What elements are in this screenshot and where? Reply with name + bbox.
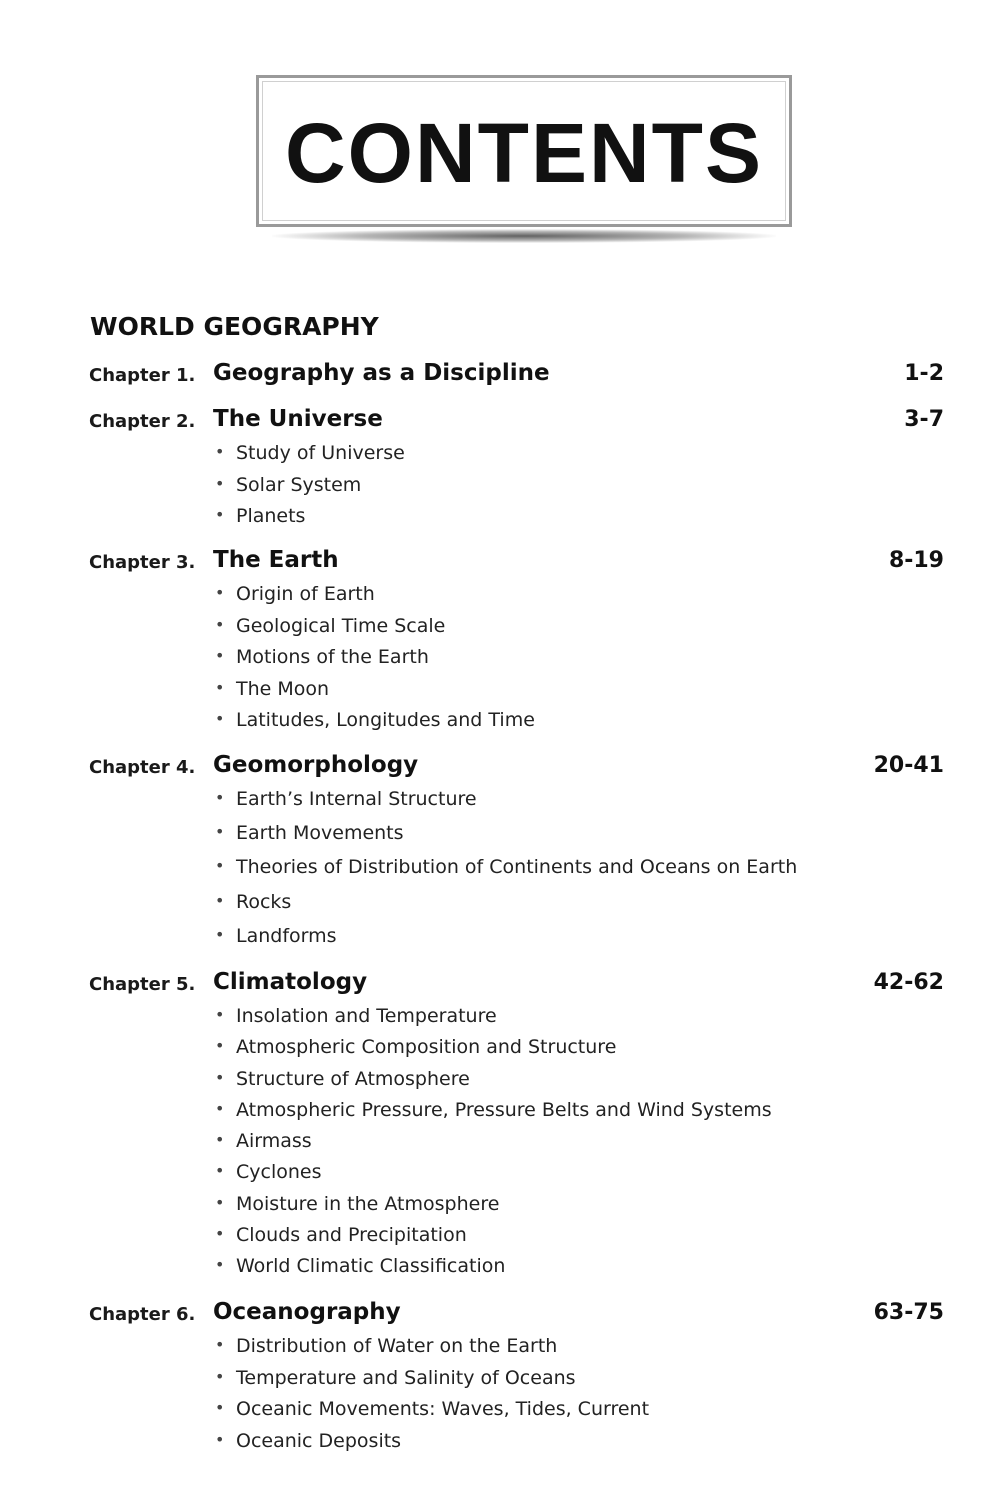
topic-text: The Moon [236, 677, 330, 700]
topic-text: Planets [236, 505, 306, 527]
bullet-icon: • [215, 924, 225, 944]
topic-list [213, 442, 405, 537]
bullet-icon: • [215, 1130, 225, 1150]
topic-text: World Climatic Classification [236, 1255, 506, 1278]
list-item [213, 1367, 649, 1399]
chapter-label: Chapter 4. [89, 757, 196, 778]
chapter-pages: 8-19 [888, 548, 944, 573]
topic-text: Airmass [236, 1130, 312, 1153]
topic-text: Atmospheric Pressure, Pressure Belts and Wind Systems [236, 1098, 772, 1121]
chapter-label: Chapter 3. [89, 552, 196, 573]
topic-list [213, 583, 535, 741]
chapter-label: Chapter 1. [89, 365, 196, 386]
list-item [213, 822, 797, 856]
list-item [213, 1161, 772, 1192]
bullet-icon: • [215, 1255, 225, 1275]
bullet-icon: • [215, 788, 225, 807]
topic-text: Moisture in the Atmosphere [236, 1192, 500, 1215]
topic-text: Study of Universe [236, 442, 405, 464]
bullet-icon: • [215, 1366, 225, 1386]
page-title: CONTENTS [285, 105, 763, 200]
list-item [213, 1005, 772, 1036]
list-item [213, 1130, 772, 1161]
section-heading: WORLD GEOGRAPHY [90, 312, 379, 341]
bullet-icon: • [215, 1335, 225, 1354]
list-item [213, 856, 797, 890]
topic-list [213, 1335, 649, 1461]
chapter-title: The Earth [213, 547, 339, 573]
bullet-icon: • [215, 1067, 225, 1087]
bullet-icon: • [215, 1036, 225, 1056]
bullet-icon: • [215, 677, 225, 697]
list-item [213, 442, 405, 474]
chapter-title: The Universe [213, 406, 383, 432]
bullet-icon: • [215, 1161, 225, 1181]
topic-text: Latitudes, Longitudes and Time [236, 709, 535, 731]
bullet-icon: • [215, 822, 225, 842]
contents-title-box [256, 75, 792, 227]
bullet-icon: • [215, 1224, 225, 1244]
topic-list [213, 788, 797, 959]
bullet-icon: • [215, 473, 225, 493]
topic-text: Temperature and Salinity of Oceans [236, 1366, 576, 1389]
topic-text: Geological Time Scale [236, 614, 446, 637]
list-item [213, 474, 405, 506]
chapter-title: Climatology [213, 969, 368, 995]
bullet-icon: • [215, 583, 225, 602]
list-item [213, 1430, 649, 1462]
list-item [213, 1398, 649, 1430]
bullet-icon: • [215, 614, 225, 634]
topic-text: Solar System [236, 473, 362, 496]
list-item [213, 891, 797, 925]
topic-text: Earth Movements [236, 822, 404, 845]
topic-text: Oceanic Movements: Waves, Tides, Current [236, 1398, 650, 1420]
topic-text: Theories of Distribution of Continents and Oceans on Earth [236, 856, 798, 879]
topic-text: Origin of Earth [236, 583, 375, 605]
topic-text: Earth’s Internal Structure [236, 788, 477, 810]
topic-text: Clouds and Precipitation [236, 1224, 467, 1247]
bullet-icon: • [215, 1192, 225, 1212]
list-item [213, 709, 535, 741]
chapter-title: Geomorphology [213, 752, 419, 778]
topic-text: Distribution of Water on the Earth [236, 1335, 558, 1357]
chapter-label: Chapter 2. [89, 411, 196, 432]
list-item [213, 1224, 772, 1255]
bullet-icon: • [215, 856, 225, 876]
bullet-icon: • [215, 646, 225, 665]
topic-text: Structure of Atmosphere [236, 1067, 470, 1090]
bullet-icon: • [215, 890, 225, 910]
list-item [213, 1068, 772, 1099]
list-item [213, 1099, 772, 1130]
topic-text: Rocks [236, 890, 292, 913]
list-item [213, 1193, 772, 1224]
topic-text: Atmospheric Composition and Structure [236, 1036, 617, 1059]
chapter-pages: 3-7 [904, 407, 944, 432]
list-item [213, 646, 535, 678]
chapter-pages: 1-2 [904, 361, 944, 386]
topic-text: Insolation and Temperature [236, 1005, 497, 1027]
bullet-icon: • [215, 1098, 225, 1118]
bullet-icon: • [215, 1398, 225, 1417]
list-item [213, 1335, 649, 1367]
list-item [213, 1036, 772, 1067]
bullet-icon: • [215, 442, 225, 461]
topic-text: Landforms [236, 924, 337, 947]
topic-text: Motions of the Earth [236, 646, 429, 668]
bullet-icon: • [215, 709, 225, 728]
chapter-label: Chapter 5. [89, 974, 196, 995]
list-item [213, 505, 405, 537]
chapter-pages: 20-41 [873, 753, 944, 778]
chapter-title: Geography as a Discipline [213, 360, 550, 386]
list-item [213, 925, 797, 959]
chapter-pages: 42-62 [873, 970, 944, 995]
chapter-pages: 63-75 [873, 1300, 944, 1325]
topic-text: Oceanic Deposits [236, 1429, 402, 1452]
bullet-icon: • [215, 1005, 225, 1024]
topic-list [213, 1005, 772, 1287]
bullet-icon: • [215, 1429, 225, 1449]
list-item [213, 1255, 772, 1286]
topic-text: Cyclones [236, 1161, 322, 1184]
bullet-icon: • [215, 505, 225, 524]
list-item [213, 615, 535, 647]
chapter-label: Chapter 6. [89, 1304, 196, 1325]
chapter-title: Oceanography [213, 1299, 401, 1325]
title-box-shadow [272, 229, 776, 243]
list-item [213, 788, 797, 822]
list-item [213, 583, 535, 615]
list-item [213, 678, 535, 710]
